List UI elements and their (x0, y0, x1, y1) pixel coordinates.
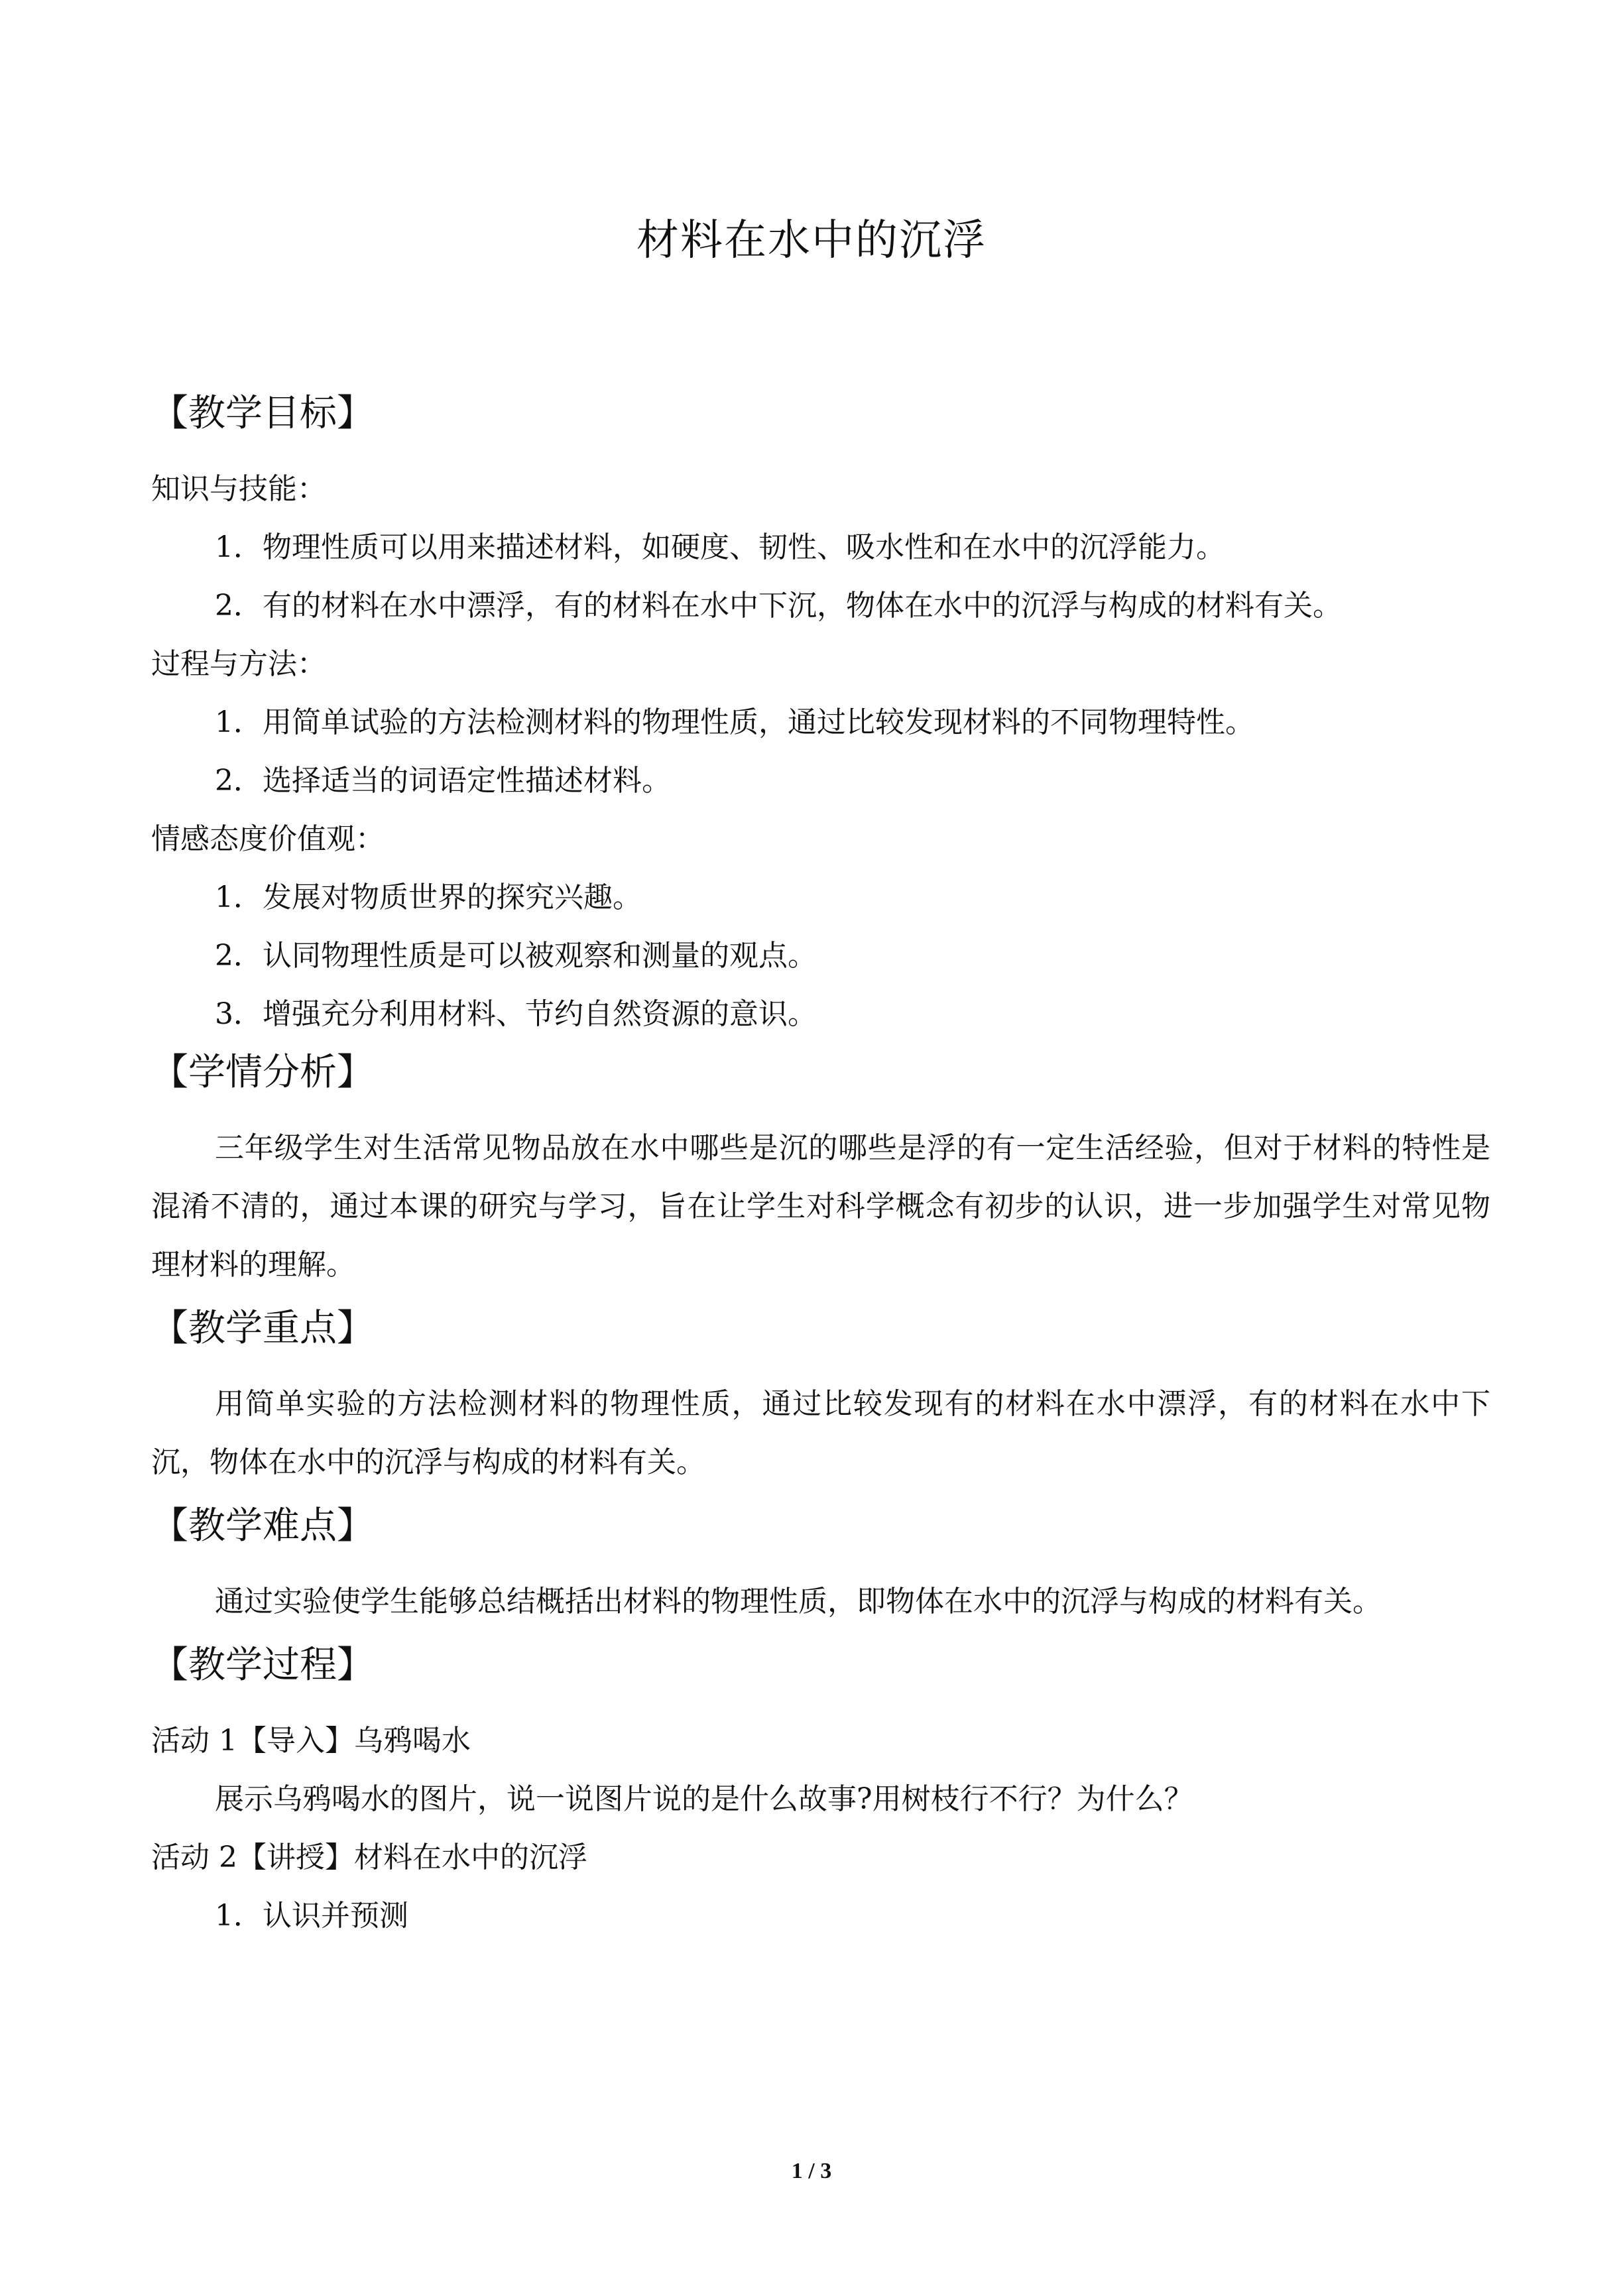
section-heading-difficulties: 【教学难点】 (151, 1504, 374, 1547)
list-item: 3．增强充分利用材料、节约自然资源的意识。 (215, 997, 817, 1031)
list-item: 2．有的材料在水中漂浮，有的材料在水中下沉，物体在水中的沉浮与构成的材料有关。 (215, 589, 1342, 623)
section-heading-key-points: 【教学重点】 (151, 1307, 374, 1350)
list-item: 2．选择适当的词语定性描述材料。 (215, 764, 671, 798)
list-item: 2．认同物理性质是可以被观察和测量的观点。 (215, 939, 817, 973)
activity-1-text: 展示乌鸦喝水的图片，说一说图片说的是什么故事?用树枝行不行？为什么？ (215, 1782, 1193, 1816)
list-item: 1．用简单试验的方法检测材料的物理性质，通过比较发现材料的不同物理特性。 (215, 705, 1254, 739)
list-item: 1．物理性质可以用来描述材料，如硬度、韧性、吸水性和在水中的沉浮能力。 (215, 530, 1225, 564)
section-heading-analysis: 【学情分析】 (151, 1051, 374, 1094)
list-item: 1．认识并预测 (215, 1899, 408, 1933)
paragraph-analysis: 三年级学生对生活常见物品放在水中哪些是沉的哪些是浮的有一定生活经验，但对于材料的特性是混淆不清的，通过本课的研究与学习，旨在让学生对科学概念有初步的认识，进一步加强学生对常见物理材料的理解。 (151, 1131, 1490, 1282)
activity-2-label: 活动 2【讲授】材料在水中的沉浮 (151, 1841, 587, 1874)
document-title: 材料在水中的沉浮 (636, 216, 987, 265)
page-number: 1 / 3 (791, 2159, 832, 2183)
document-body (151, 385, 1490, 1945)
paragraph-difficulties: 通过实验使学生能够总结概括出材料的物理性质，即物体在水中的沉浮与构成的材料有关。 (215, 1585, 1382, 1618)
activity-1-label: 活动 1【导入】乌鸦喝水 (151, 1724, 471, 1758)
paragraph-key-points: 用简单实验的方法检测材料的物理性质，通过比较发现有的材料在水中漂浮，有的材料在水中下沉，物体在水中的沉浮与构成的材料有关。 (151, 1387, 1490, 1479)
subheading-knowledge: 知识与技能： (151, 472, 326, 506)
subheading-attitude: 情感态度价值观： (151, 822, 385, 856)
section-heading-process: 【教学过程】 (151, 1644, 374, 1687)
section-heading-objectives: 【教学目标】 (151, 392, 374, 435)
list-item: 1．发展对物质世界的探究兴趣。 (215, 880, 642, 914)
subheading-process: 过程与方法： (151, 647, 326, 681)
